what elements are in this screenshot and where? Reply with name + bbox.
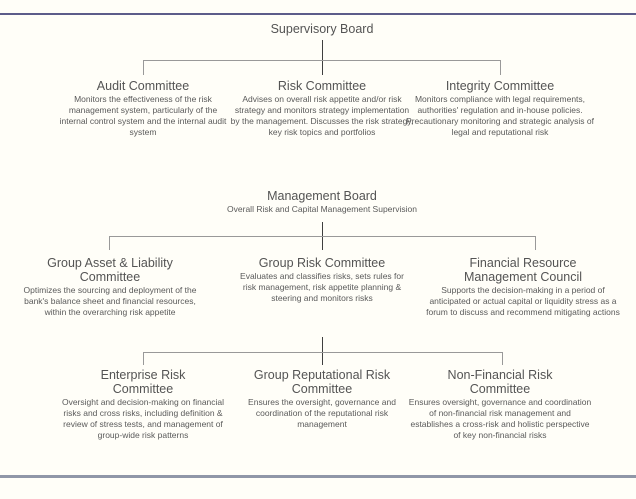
connector-tier2-right-drop xyxy=(535,236,536,250)
node-audit-committee xyxy=(48,79,238,138)
node-supervisory-board xyxy=(172,22,472,36)
bottom-accent-rule xyxy=(0,475,636,478)
node-desc: Evaluates and classifies risks, sets rules for risk management, risk appetite planning & steering and monitors risks xyxy=(240,271,404,304)
node-desc: Optimizes the sourcing and deployment of the bank's balance sheet and financial resources, within the overarching risk appetite xyxy=(23,285,197,318)
connector-supervisory-stem xyxy=(322,40,323,75)
node-desc: Advises on overall risk appetite and/or risk strategy and monitors strategy implementation by the management. Discusses the risk strategy, key risk topics and portfolios xyxy=(230,94,414,138)
node-desc: Monitors the effectiveness of the risk management system, particularly of the internal control system and the internal audit system xyxy=(59,94,227,138)
node-enterprise-risk-committee xyxy=(48,368,238,441)
node-non-financial-risk-committee xyxy=(402,368,598,441)
node-title: Non-Financial Risk Committee xyxy=(447,368,553,396)
node-title: Enterprise Risk Committee xyxy=(100,368,186,396)
connector-tier2-bar xyxy=(109,236,536,237)
connector-tier3-right-drop xyxy=(502,352,503,365)
node-subtitle: Overall Risk and Capital Management Supervision xyxy=(227,204,417,214)
connector-tier2-left-drop xyxy=(109,236,110,250)
node-financial-resource-management-council xyxy=(420,256,626,318)
connector-tier3-bar xyxy=(143,352,502,353)
connector-tier1-right-drop xyxy=(500,60,501,75)
node-desc: Monitors compliance with legal requirements, authorities' regulation and in-house policies. Precautionary monitoring and strategic analysis of legal and reputational risk xyxy=(405,94,595,138)
node-title: Audit Committee xyxy=(96,79,190,93)
node-management-board xyxy=(152,189,492,215)
node-group-risk-committee xyxy=(228,256,416,304)
node-risk-committee xyxy=(225,79,419,138)
connector-tier3-left-drop xyxy=(143,352,144,365)
node-title: Management Board xyxy=(267,189,377,203)
connector-tier1-bar xyxy=(143,60,501,61)
node-title: Group Asset & Liability Committee xyxy=(47,256,173,284)
node-desc: Supports the decision-making in a period of anticipated or actual capital or liquidity stress as a forum to discuss and recommend mitigating actions xyxy=(426,285,620,318)
node-title: Financial Resource Management Council xyxy=(463,256,583,284)
connector-tier3-stem xyxy=(322,337,323,365)
node-title: Group Reputational Risk Committee xyxy=(253,368,391,396)
node-title: Risk Committee xyxy=(277,79,367,93)
top-accent-rule xyxy=(0,13,636,15)
node-desc: Oversight and decision-making on financial risks and cross risks, including definition & review of stress tests, and management of group-wide risk patterns xyxy=(61,397,225,441)
node-title: Integrity Committee xyxy=(445,79,555,93)
node-title: Supervisory Board xyxy=(270,22,374,36)
node-group-reputational-risk-committee xyxy=(228,368,416,430)
node-title: Group Risk Committee xyxy=(258,256,386,270)
connector-tier1-left-drop xyxy=(143,60,144,75)
node-group-asset-liability-committee xyxy=(10,256,210,318)
node-integrity-committee xyxy=(398,79,602,138)
node-desc: Ensures the oversight, governance and coordination of the reputational risk management xyxy=(248,397,396,430)
node-desc: Ensures oversight, governance and coordination of non-financial risk management and establishes a cross-risk and holistic perspective of key non-financial risks xyxy=(408,397,592,441)
